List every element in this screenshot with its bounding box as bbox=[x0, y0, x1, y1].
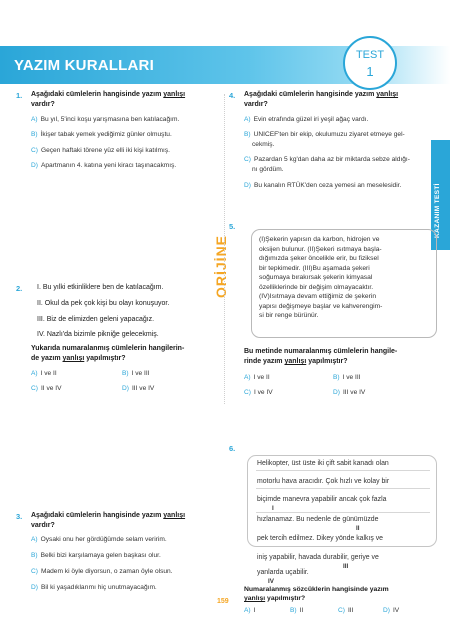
q2-option-c[interactable] bbox=[31, 384, 62, 393]
q3-option-d-letter: D) bbox=[31, 584, 38, 591]
q1-option-a[interactable] bbox=[31, 115, 179, 124]
q4-stem-end: vardır? bbox=[244, 101, 268, 109]
q6-stem-underline: yanlışı bbox=[244, 595, 266, 603]
q2-number: 2. bbox=[16, 284, 23, 293]
page-number: 159 bbox=[217, 598, 229, 605]
q2-option-b-letter: B) bbox=[122, 370, 129, 377]
q2-sentence-4: IV. Nazlı'da bizimle pikniğe gelecekmiş. bbox=[37, 331, 159, 338]
q4-option-c-text-2: nı gördüm. bbox=[252, 166, 284, 173]
q5-passage-line: oksijen bulunur. (II)Şekeri ısıtmaya başla- bbox=[259, 245, 382, 253]
q3-option-d-text: Bil ki yaşadıklarımı hiç unutmayacağım. bbox=[40, 584, 157, 591]
q5-option-b-text: I ve III bbox=[342, 374, 361, 381]
q1-option-d[interactable] bbox=[31, 161, 176, 170]
q2-stem bbox=[31, 344, 216, 364]
q6-option-b-text: II bbox=[299, 607, 304, 614]
test-badge-label: TEST bbox=[355, 49, 385, 61]
q5-passage-line: yapısı değişmeye başlar ve kahverengim- bbox=[259, 302, 383, 310]
q3-option-a[interactable] bbox=[31, 535, 167, 544]
q5-passage-line: dığımızda şeker öncelikle erir, bu fiziksel bbox=[259, 255, 379, 263]
test-badge-number: 1 bbox=[366, 64, 374, 79]
q5-option-c[interactable] bbox=[244, 388, 273, 397]
q1-option-a-text: Bu yıl, 5'inci koşu yarışmasına ben katılacağım. bbox=[40, 116, 180, 123]
q5-stem-text-2: rinde yazım bbox=[244, 358, 285, 366]
side-tab-label: KAZANIM TESTİ bbox=[434, 183, 441, 238]
q1-stem-underline: yanlışı bbox=[163, 91, 186, 98]
q5-stem-underline: yanlışı bbox=[284, 358, 307, 366]
q2-option-a[interactable] bbox=[31, 369, 57, 378]
q4-option-c[interactable] bbox=[244, 155, 410, 164]
q5-passage-line: (IV)Isıtmaya devam ettiğimiz de şekerin bbox=[259, 293, 377, 301]
q1-option-c-letter: C) bbox=[31, 147, 38, 154]
q6-option-c-text: III bbox=[347, 607, 354, 614]
q4-option-b-letter: B) bbox=[244, 131, 251, 138]
brand-logo: ORİJİNE bbox=[213, 234, 229, 298]
q2-option-a-text: I ve II bbox=[40, 370, 57, 377]
q1-option-b-text: İkişer tabak yemek yediğimiz günler olmuştu. bbox=[40, 131, 172, 138]
q6-option-c[interactable] bbox=[338, 606, 353, 615]
q2-stem-text-2: de yazım bbox=[31, 355, 63, 363]
q6-line-6: iniş yapabilir, havada durabilir, geriye ve bbox=[257, 554, 379, 561]
q2-sentence-1: I. Bu yılki etkinliklere ben de katılacağım. bbox=[37, 284, 164, 291]
q4-option-d[interactable] bbox=[244, 181, 401, 190]
q6-option-a[interactable] bbox=[244, 606, 255, 615]
q4-option-b-text: UNICEF'ten bir ekip, okulumuzu ziyaret etmeye gel- bbox=[253, 131, 405, 138]
q6-option-d-text: IV bbox=[392, 607, 400, 614]
q6-rule bbox=[256, 488, 430, 489]
q4-option-d-text: Bu kanalın RTÜK'den ceza yemesi an meselesidir. bbox=[253, 182, 402, 189]
q4-option-b-continued bbox=[252, 140, 274, 149]
q1-option-b[interactable] bbox=[31, 130, 172, 139]
q2-option-c-text: II ve IV bbox=[40, 385, 62, 392]
q5-option-d[interactable] bbox=[333, 388, 365, 397]
q1-option-b-letter: B) bbox=[31, 131, 38, 138]
q2-option-a-letter: A) bbox=[31, 370, 38, 377]
q2-option-d-letter: D) bbox=[122, 385, 129, 392]
q4-number: 4. bbox=[229, 91, 236, 100]
q2-stem-end: yapılmıştır? bbox=[84, 355, 126, 363]
q2-option-c-letter: C) bbox=[31, 385, 38, 392]
q5-passage-line: bir tepkimedir. (III)Bu aşamada şekeri bbox=[259, 264, 370, 272]
q5-number: 5. bbox=[229, 222, 236, 231]
q1-option-c[interactable] bbox=[31, 146, 170, 155]
q4-stem bbox=[244, 90, 429, 110]
q1-option-d-text: Apartmanın 4. katına yeni kiracı taşınacakmış. bbox=[40, 162, 177, 169]
q5-passage-line: (I)Şekerin yapısın da karbon, hidrojen ve bbox=[259, 236, 380, 243]
q4-option-d-letter: D) bbox=[244, 182, 251, 189]
q6-mark-2: II bbox=[356, 525, 360, 532]
q1-number: 1. bbox=[16, 91, 23, 100]
q3-stem-text: Aşağıdaki cümlelerin hangisinde yazım bbox=[31, 512, 164, 519]
q2-stem-text: Yukarıda numaralanmış cümlelerin hangilerin- bbox=[31, 345, 185, 352]
q3-option-c-letter: C) bbox=[31, 568, 38, 575]
q4-option-c-text: Pazardan 5 kg'dan daha az bir miktarda sebze aldığı- bbox=[253, 156, 410, 163]
q6-number: 6. bbox=[229, 444, 236, 453]
q6-stem-end: yapılmıştır? bbox=[265, 595, 306, 603]
q1-option-d-letter: D) bbox=[31, 162, 38, 169]
q6-line-4: hızlanamaz. Bu nedenle de günümüzde bbox=[257, 516, 379, 523]
q5-stem-text: Bu metinde numaralanmış cümlelerin hangile- bbox=[244, 348, 398, 355]
q6-mark-3: III bbox=[343, 563, 349, 570]
q3-option-b-letter: B) bbox=[31, 552, 38, 559]
q5-passage bbox=[251, 229, 437, 338]
q5-stem-end: yapılmıştır? bbox=[306, 358, 348, 366]
q5-option-c-text: I ve IV bbox=[253, 389, 273, 396]
q5-option-a[interactable] bbox=[244, 373, 270, 382]
q6-option-a-letter: A) bbox=[244, 607, 251, 614]
q1-stem-text: Aşağıdaki cümlelerin hangisinde yazım bbox=[31, 91, 164, 98]
q3-option-b[interactable] bbox=[31, 551, 161, 560]
q4-option-c-letter: C) bbox=[244, 156, 251, 163]
q1-option-a-letter: A) bbox=[31, 116, 38, 123]
q4-option-a-text: Evin etrafında güzel iri yeşil ağaç vardı. bbox=[253, 116, 369, 123]
q2-sentence-2: II. Okul da pek çok kişi bu olayı konuşuyor. bbox=[37, 300, 170, 307]
q3-number: 3. bbox=[16, 512, 23, 521]
q3-option-a-text: Oysaki onu her gördüğümde selam veririm. bbox=[40, 536, 167, 543]
page-title: YAZIM KURALLARI bbox=[14, 57, 154, 74]
q3-option-d[interactable] bbox=[31, 583, 157, 592]
q2-sentence-3: III. Biz de elimizden geleni yapacağız. bbox=[37, 316, 155, 323]
q3-option-b-text: Belki bizi karşılamaya gelen başkası olur. bbox=[40, 552, 161, 559]
q6-line-2: motorlu hava aracıdır. Çok hızlı ve kolay bir bbox=[257, 478, 390, 485]
q3-stem-end: vardır? bbox=[31, 522, 55, 530]
test-badge bbox=[343, 36, 397, 90]
q6-option-b-letter: B) bbox=[290, 607, 297, 614]
q6-rule bbox=[256, 470, 430, 471]
q4-stem-underline: yanlışı bbox=[376, 91, 399, 98]
q6-option-a-text: I bbox=[253, 607, 256, 614]
q2-option-b[interactable] bbox=[122, 369, 150, 378]
q2-option-d-text: III ve IV bbox=[131, 385, 155, 392]
q5-stem bbox=[244, 347, 434, 367]
q2-option-b-text: I ve III bbox=[131, 370, 150, 377]
q5-passage-line: si bir renge bürünür. bbox=[259, 312, 319, 320]
q5-option-c-letter: C) bbox=[244, 389, 251, 396]
q6-stem bbox=[244, 585, 434, 603]
q3-stem bbox=[31, 511, 216, 531]
q1-stem bbox=[31, 90, 216, 110]
q4-stem-text: Aşağıdaki cümlelerin hangisinde yazım bbox=[244, 91, 377, 98]
q6-line-1: Helikopter, üst üste iki çift sabit kanadı olan bbox=[257, 460, 389, 467]
q3-stem-underline: yanlışı bbox=[163, 512, 186, 519]
q6-stem-text: Numaralanmış sözcüklerin hangisinde yazım bbox=[244, 586, 389, 593]
q6-line-5: pek tercih edilmez. Dikey yönde kalkış ve bbox=[257, 535, 383, 542]
q4-option-b-text-2: cekmiş. bbox=[252, 141, 275, 148]
column-divider bbox=[224, 94, 225, 404]
q6-option-d[interactable] bbox=[383, 606, 399, 615]
q6-mark-1: I bbox=[272, 505, 274, 512]
q2-stem-underline: yanlışı bbox=[62, 355, 85, 363]
q3-option-c-text: Madem ki öyle diyorsun, o zaman öyle olsun. bbox=[40, 568, 173, 575]
q5-option-b-letter: B) bbox=[333, 374, 340, 381]
q6-rule bbox=[256, 512, 430, 513]
q6-line-3: biçimde manevra yapabilir ancak çok fazla bbox=[257, 496, 387, 503]
q1-option-c-text: Geçen haftaki törene yüz elli iki kişi katılmış. bbox=[40, 147, 170, 154]
q6-option-d-letter: D) bbox=[383, 607, 390, 614]
q4-option-c-continued bbox=[252, 165, 284, 174]
q4-option-a-letter: A) bbox=[244, 116, 251, 123]
q5-option-b[interactable] bbox=[333, 373, 361, 382]
q5-option-a-text: I ve II bbox=[253, 374, 270, 381]
q5-option-d-text: III ve IV bbox=[342, 389, 366, 396]
q2-option-d[interactable] bbox=[122, 384, 154, 393]
q5-option-d-letter: D) bbox=[333, 389, 340, 396]
q1-stem-end: vardır? bbox=[31, 101, 55, 109]
q6-option-b[interactable] bbox=[290, 606, 303, 615]
q5-passage-line: soğumaya bırakırsak şekerin kimyasal bbox=[259, 274, 373, 282]
q5-passage-line: özelliklerinde bir değişim olmayacaktır. bbox=[259, 283, 374, 291]
q3-option-c[interactable] bbox=[31, 567, 173, 576]
q5-option-a-letter: A) bbox=[244, 374, 251, 381]
q4-option-a[interactable] bbox=[244, 115, 368, 124]
q4-option-b[interactable] bbox=[244, 130, 405, 139]
q3-option-a-letter: A) bbox=[31, 536, 38, 543]
q6-mark-4: IV bbox=[268, 578, 274, 585]
q6-line-7: yanlarda uçabilir. bbox=[257, 569, 309, 576]
q6-option-c-letter: C) bbox=[338, 607, 345, 614]
